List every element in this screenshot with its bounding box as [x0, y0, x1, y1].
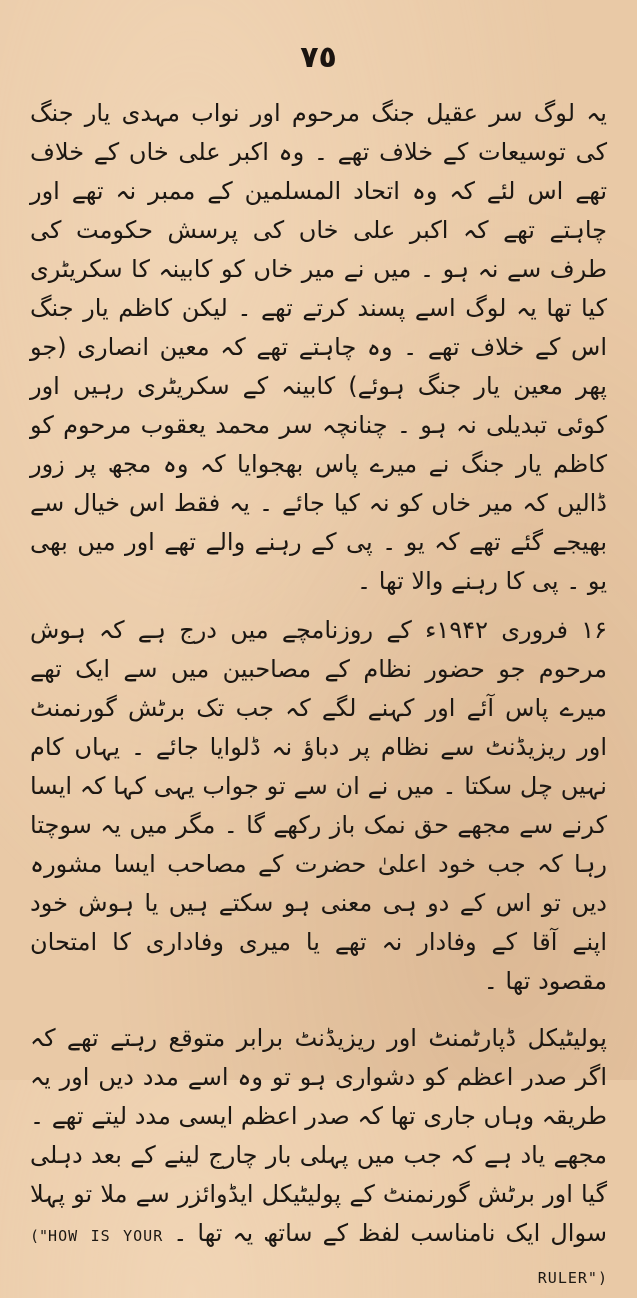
paragraph-1: یہ لوگ سر عقیل جنگ مرحوم اور نواب مہدی یار جنگ کی توسیعات کے خلاف تھے ۔ وہ اکبر علی خاں کے خلاف تھے اس لئے کہ وہ اتحاد المسلمین کے ممبر نہ تھے اور چاہتے تھے کہ اکبر علی خاں کی پرسش حکومت کی طرف سے نہ ہو ۔ میں نے میر خاں کو کابینہ کا سکریٹری کیا تھا یہ لوگ اسے پسند کرتے تھے ۔ لیکن کاظم یار جنگ اس کے خلاف تھے ۔ وہ چاہتے تھے کہ معین انصاری (جو پھر معین یار جنگ ہوئے) کابینہ کے سکریٹری رہیں اور کوئی تبدیلی نہ ہو ۔ چنانچہ سر محمد یعقوب مرحوم کو کاظم یار جنگ نے میرے پاس بھجوایا کہ وہ مجھ پر زور ڈالیں کہ میر خاں کو نہ کیا جائے ۔ یہ فقط اس خیال سے بھیجے گئے تھے کہ یو ۔ پی کے رہنے والے تھے اور میں بھی یو ۔ پی کا رہنے والا تھا ۔ — [30, 99, 607, 595]
paragraph-3-text: پولیٹیکل ڈپارٹمنٹ اور ریزیڈنٹ برابر متوقع رہتے تھے کہ اگر صدر اعظم کو دشواری ہو تو وہ اسے مدد دیں اور یہ طریقہ وہاں جاری تھا کہ صدر اعظم ایسی مدد لیتے تھے ۔ مجھے یاد ہے کہ جب میں پہلی بار چارج لینے کے بعد دہلی گیا اور برٹش گورنمنٹ کے پولیٹیکل ایڈوائزر سے ملا تو پہلا سوال ایک نامناسب لفظ کے ساتھ یہ تھا ۔ — [30, 1024, 607, 1247]
paragraph-3 — [30, 1019, 607, 1298]
page-body — [30, 94, 607, 1298]
paragraph-2: ۱۶ فروری ۱۹۴۲ء کے روزنامچے میں درج ہے کہ ہوش مرحوم جو حضور نظام کے مصاحبین میں سے ایک تھے میرے پاس آئے اور کہنے لگے کہ جب تک برٹش گورنمنٹ اور ریزیڈنٹ سے نظام پر دباؤ نہ ڈلوایا جائے ۔ یہاں کام نہیں چل سکتا ۔ میں نے ان سے تو جواب یہی کہا کہ ایسا کرنے سے مجھے حق نمک باز رکھے گا ۔ مگر میں یہ سوچتا رہا کہ جب خود اعلیٰ حضرت کے مصاحب ایسا مشورہ دیں تو اس کے دو ہی معنی ہو سکتے ہیں یا ہوش خود اپنے آقا کے وفادار نہ تھے یا میری وفاداری کا امتحان مقصود تھا ۔ — [30, 616, 608, 995]
english-quote: ("HOW IS YOUR RULER") — [30, 1227, 607, 1287]
paragraph-gap — [30, 1001, 607, 1019]
page-number: ٧٥ — [300, 40, 337, 75]
paragraph-gap — [30, 601, 607, 611]
